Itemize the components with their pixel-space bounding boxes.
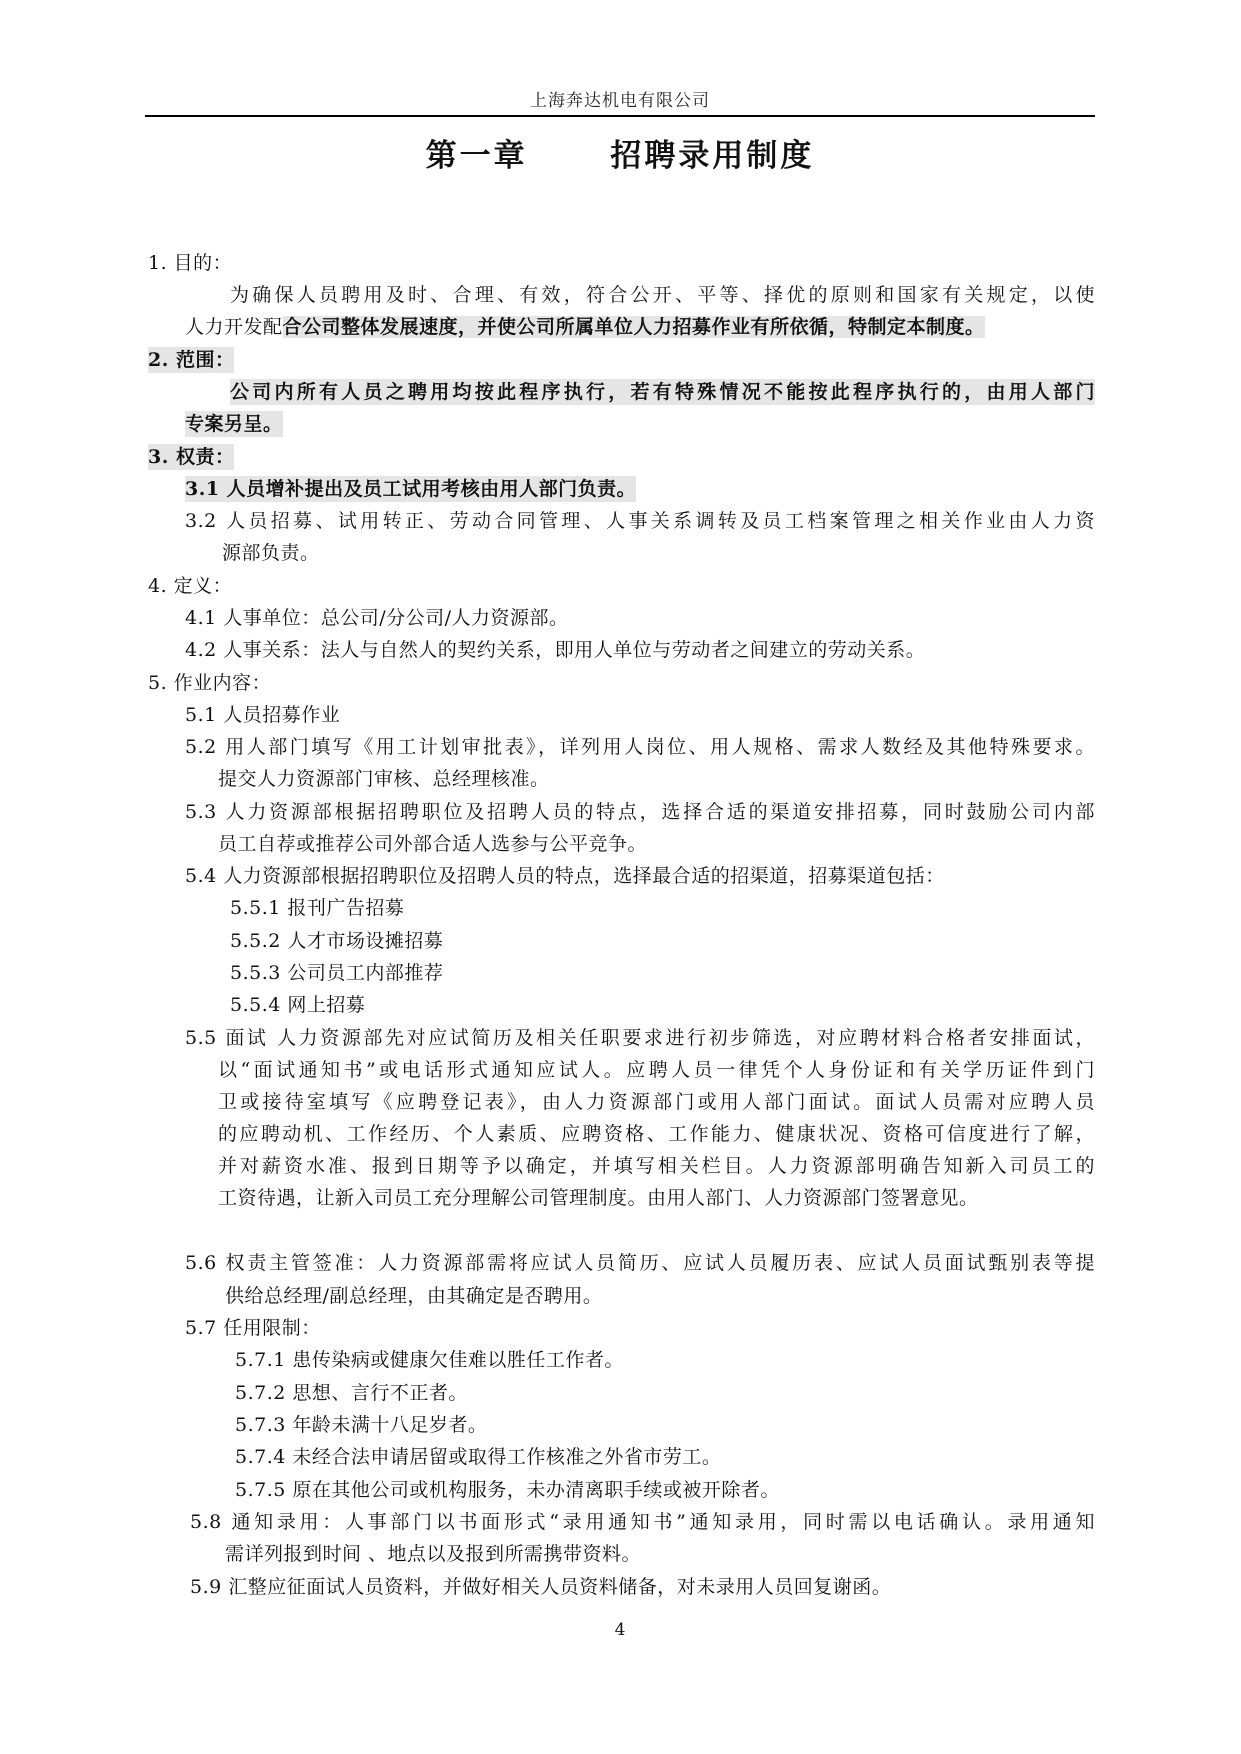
section-1-body-line-1: 为确保人员聘用及时、合理、有效，符合公开、平等、择优的原则和国家有关规定，以使: [230, 284, 1095, 306]
item-5-5-line-1: 5.5 面试 人力资源部先对应试简历及相关任职要求进行初步筛选，对应聘材料合格者安排面试，: [185, 1027, 1095, 1049]
item-5-7-1: 5.7.1 患传染病或健康欠佳难以胜任工作者。: [235, 1349, 624, 1371]
item-5-5-1: 5.5.1 报刊广告招募: [230, 897, 405, 919]
item-5-5-4: 5.5.4 网上招募: [230, 994, 366, 1016]
item-5-7-4: 5.7.4 未经合法申请居留或取得工作核准之外省市劳工。: [235, 1446, 722, 1468]
item-5-8-line-1: 5.8 通知录用：人事部门以书面形式“录用通知书”通知录用，同时需以电话确认。录用通知: [190, 1511, 1095, 1533]
item-5-5-3: 5.5.3 公司员工内部推荐: [230, 962, 444, 984]
page-header-company: 上海奔达机电有限公司: [530, 91, 710, 111]
item-5-6-line-2: 供给总经理/副总经理，由其确定是否聘用。: [225, 1285, 603, 1307]
item-5-6-line-1: 5.6 权责主管签准：人力资源部需将应试人员简历、应试人员履历表、应试人员面试甄别表等提: [185, 1252, 1095, 1274]
section-3-item-1: 3.1 人员增补提出及员工试用考核由用人部门负责。: [185, 478, 637, 500]
item-5-3-line-1: 5.3 人力资源部根据招聘职位及招聘人员的特点，选择合适的渠道安排招募，同时鼓励公司内部: [185, 801, 1095, 823]
section-5-heading: 5. 作业内容：: [148, 672, 272, 694]
chapter-title: 第一章 招聘录用制度: [425, 138, 815, 174]
header-divider: [145, 115, 1095, 117]
section-4-item-2: 4.2 人事关系：法人与自然人的契约关系，即用人单位与劳动者之间建立的劳动关系。: [185, 639, 926, 661]
section-1-heading: 1. 目的：: [148, 252, 233, 274]
item-5-5-line-4: 的应聘动机、工作经历、个人素质、应聘资格、工作能力、健康状况、资格可信度进行了解，: [218, 1123, 1095, 1145]
section-3-item-2-line-1: 3.2 人员招募、试用转正、劳动合同管理、人事关系调转及员工档案管理之相关作业由人力资: [185, 510, 1095, 532]
section-3-heading: 3. 权责：: [148, 446, 235, 468]
section-4-item-1: 4.1 人事单位：总公司/分公司/人力资源部。: [185, 607, 569, 629]
item-5-7-2: 5.7.2 思想、言行不正者。: [235, 1382, 468, 1404]
item-5-7-5: 5.7.5 原在其他公司或机构服务，未办清离职手续或被开除者。: [235, 1479, 780, 1501]
item-5-5-line-2: 以“面试通知书”或电话形式通知应试人。应聘人员一律凭个人身份证和有关学历证件到门: [218, 1059, 1095, 1081]
section-3-item-2-line-2: 源部负责。: [222, 542, 320, 564]
item-5-7: 5.7 任用限制：: [185, 1317, 321, 1339]
item-5-1: 5.1 人员招募作业: [185, 704, 341, 726]
item-5-5-2: 5.5.2 人才市场设摊招募: [230, 930, 444, 952]
item-5-3-line-2: 员工自荐或推荐公司外部合适人选参与公平竞争。: [218, 833, 648, 855]
item-5-7-3: 5.7.3 年龄未满十八足岁者。: [235, 1414, 488, 1436]
item-5-5-line-3: 卫或接待室填写《应聘登记表》，由人力资源部门或用人部门面试。面试人员需对应聘人员: [218, 1091, 1095, 1113]
item-5-9: 5.9 汇整应征面试人员资料，并做好相关人员资料储备，对未录用人员回复谢函。: [190, 1576, 892, 1598]
section-2-heading: 2. 范围：: [148, 349, 235, 371]
item-5-5-line-5: 并对薪资水准、报到日期等予以确定，并填写相关栏目。人力资源部明确告知新入司员工的: [218, 1155, 1095, 1177]
item-5-8-line-2: 需详列报到时间 、地点以及报到所需携带资料。: [225, 1543, 642, 1565]
section-2-body-line-1: 公司内所有人员之聘用均按此程序执行，若有特殊情况不能按此程序执行的，由用人部门: [230, 381, 1095, 403]
section-2-body-line-2: 专案另呈。: [185, 413, 283, 435]
section-1-body-line-2: [185, 314, 985, 340]
section-4-heading: 4. 定义：: [148, 575, 233, 597]
page-number: 4: [614, 1620, 626, 1640]
item-5-4: 5.4 人力资源部根据招聘职位及招聘人员的特点，选择最合适的招渠道，招募渠道包括：: [185, 865, 945, 887]
item-5-2-line-1: 5.2 用人部门填写《用工计划审批表》，详列用人岗位、用人规格、需求人数经及其他特殊要求。: [185, 736, 1095, 758]
section-1-body-line-2-b: 合公司整体发展速度，并使公司所属单位人力招募作业有所依循，特制定本制度。: [282, 316, 985, 338]
section-1-body-line-2-a: 人力开发配: [185, 316, 283, 338]
item-5-5-line-6: 工资待遇，让新入司员工充分理解公司管理制度。由用人部门、人力资源部门签署意见。: [218, 1187, 979, 1209]
item-5-2-line-2: 提交人力资源部门审核、总经理核准。: [218, 768, 550, 790]
